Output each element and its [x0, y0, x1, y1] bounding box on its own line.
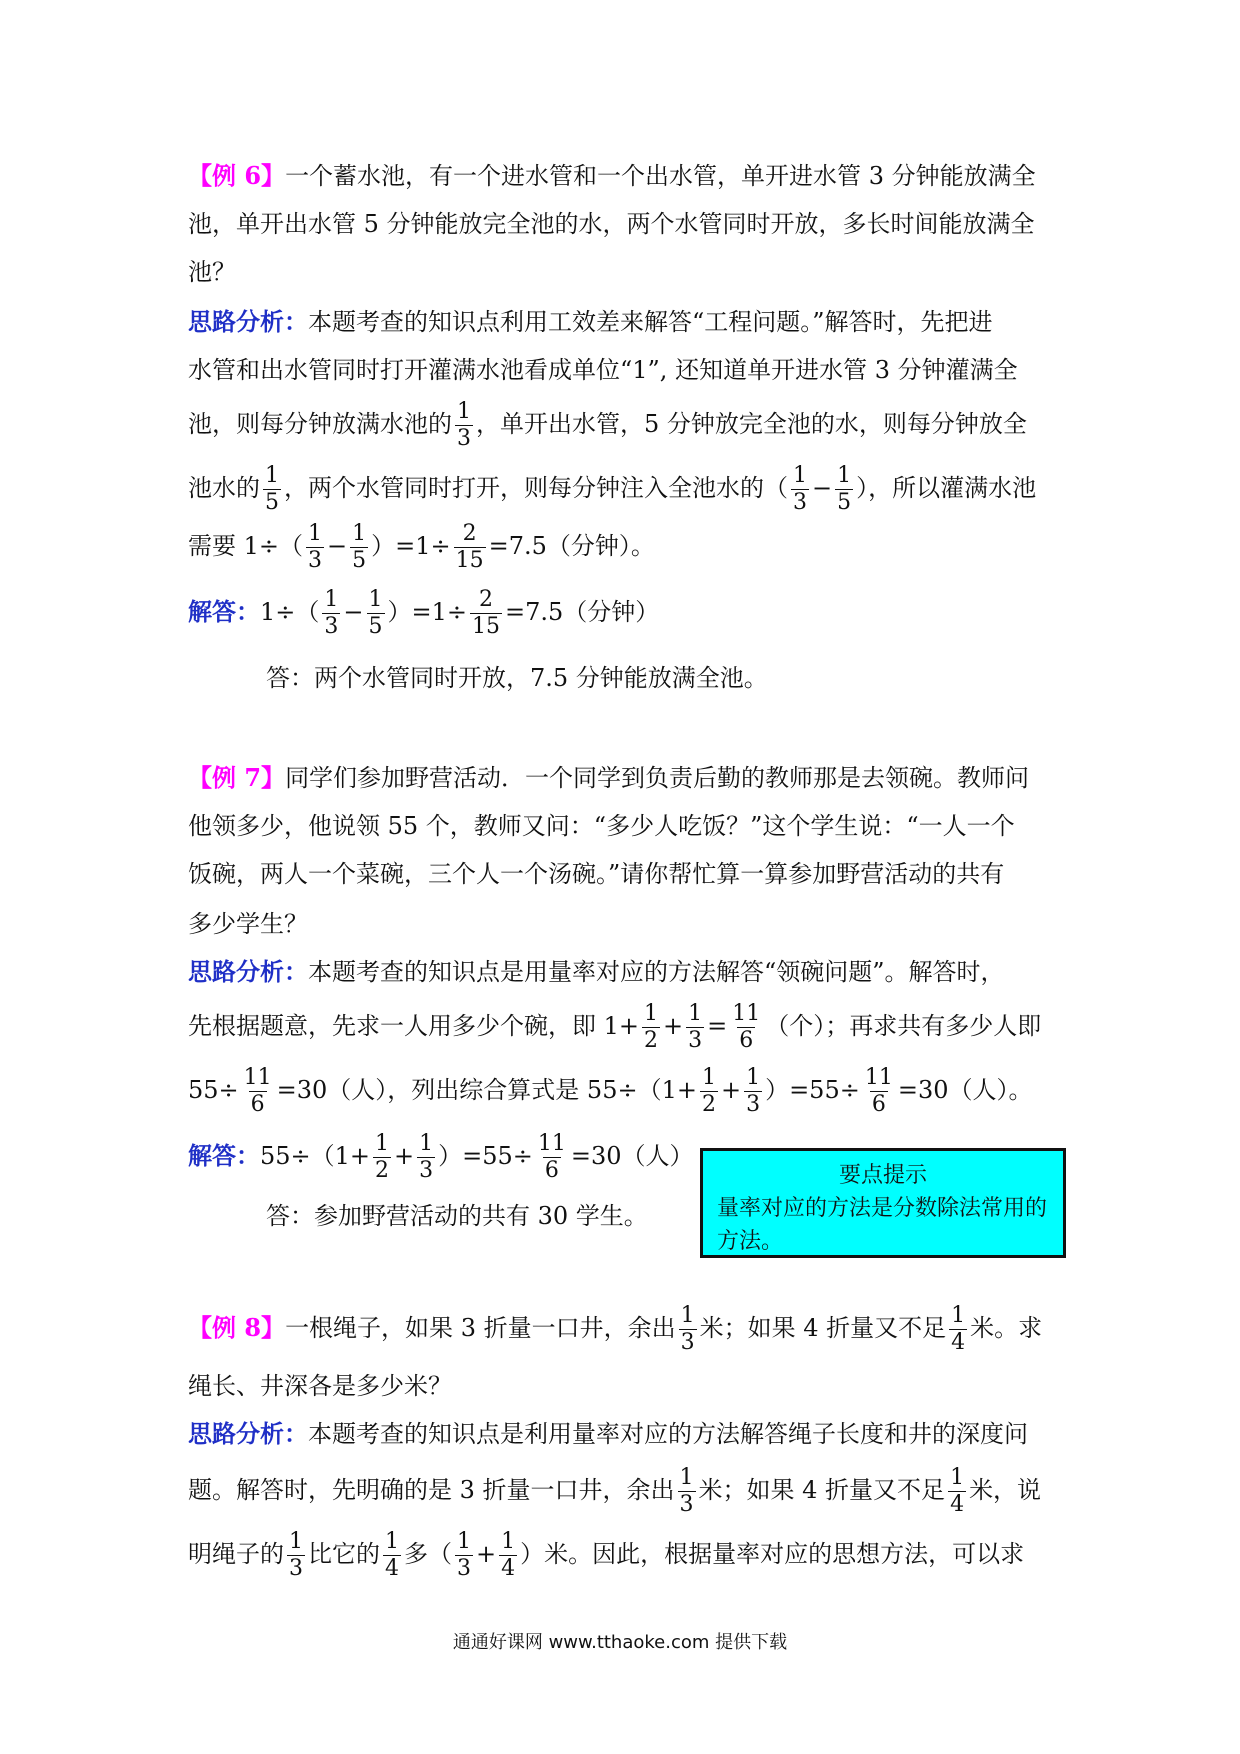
denominator: 3	[680, 1330, 695, 1355]
ex6-q2: 池，单开出水管 5 分钟能放完全池的水，两个水管同时开放，多长时间能放满全	[188, 210, 1035, 238]
numerator: 2	[479, 587, 493, 612]
fraction	[454, 523, 486, 572]
fraction	[678, 1467, 696, 1516]
numerator: 11	[243, 1065, 272, 1090]
numerator: 11	[732, 1001, 761, 1026]
fraction	[730, 1003, 762, 1052]
ex6-a5c: =7.5（分钟）。	[488, 532, 655, 560]
ex7-q2: 他领多少，他说领 55 个，教师又问：“多少人吃饭？”这个学生说：“一人一个	[188, 812, 1015, 840]
ex6-a2: 水管和出水管同时打开灌满水池看成单位“1”, 还知道单开进水管 3 分钟灌满全	[188, 356, 1018, 384]
ex6-a1: 本题考查的知识点利用工效差来解答“工程问题。”解答时，先把进	[308, 308, 993, 336]
denominator: 5	[352, 548, 367, 573]
ex8-q1a: 一根绳子，如果 3 折量一口井，余出	[285, 1314, 676, 1342]
numerator: 1	[308, 521, 323, 546]
ex8-question-line-1	[188, 1298, 1042, 1358]
numerator: 1	[680, 1303, 695, 1328]
ex8-analysis-label: 思路分析：	[188, 1419, 308, 1448]
numerator: 1	[289, 1529, 303, 1554]
tip-body-line-1: 量率对应的方法是分数除法常用的	[717, 1196, 1048, 1221]
ex7-a3d: =30（人）。	[897, 1076, 1033, 1104]
ex6-answer-label: 解答：	[188, 597, 260, 626]
denominator: 5	[837, 490, 852, 515]
fraction	[863, 1067, 895, 1116]
fraction	[679, 1305, 697, 1354]
numerator: 1	[644, 1001, 659, 1026]
ex8-analysis-line-1	[188, 1404, 1028, 1464]
numerator: 1	[701, 1065, 716, 1090]
ex7-q4: 多少学生？	[188, 910, 308, 938]
denominator: 6	[871, 1092, 886, 1117]
minus-sign: −	[812, 474, 833, 502]
numerator: 1	[324, 587, 339, 612]
ex7-s1c: =30（人）	[570, 1142, 694, 1170]
denominator: 3	[457, 1556, 471, 1581]
numerator: 11	[537, 1131, 566, 1156]
ex6-analysis-line-3	[188, 394, 1027, 454]
denominator: 4	[950, 1492, 965, 1517]
ex7-analysis-line-1	[188, 942, 1005, 1002]
ex7-analysis-line-3	[188, 1060, 1033, 1120]
plus-sign: +	[720, 1076, 742, 1104]
ex6-tag: 【例 6】	[188, 161, 286, 190]
numerator: 1	[265, 463, 279, 488]
denominator: 6	[739, 1028, 754, 1053]
ex6-s1a: 1÷（	[260, 598, 320, 626]
numerator: 11	[864, 1065, 893, 1090]
fraction	[287, 1531, 305, 1580]
ex7-a2a: 先根据题意，先求一人用多少个碗，即 1+	[188, 1012, 640, 1040]
denominator: 5	[265, 490, 279, 515]
fraction	[373, 1133, 391, 1182]
denominator: 2	[701, 1092, 716, 1117]
fraction	[455, 401, 473, 450]
ex6-q1: 一个蓄水池，有一个进水管和一个出水管，单开进水管 3 分钟能放满全	[285, 162, 1036, 190]
numerator: 1	[419, 1131, 434, 1156]
ex7-analysis-line-2	[188, 996, 1041, 1056]
ex6-q3: 池？	[188, 258, 236, 286]
fraction	[242, 1067, 274, 1116]
denominator: 6	[250, 1092, 265, 1117]
fraction	[350, 523, 368, 572]
fraction	[499, 1531, 517, 1580]
denominator: 3	[289, 1556, 303, 1581]
ex7-s2: 答：参加野营活动的共有 30 学生。	[266, 1202, 648, 1230]
tip-body-line-2: 方法。	[717, 1229, 784, 1254]
ex6-solution-line-2	[188, 648, 768, 708]
ex7-s1b: ）=55÷	[438, 1142, 533, 1170]
ex6-analysis-line-4	[188, 458, 1036, 518]
denominator: 4	[501, 1556, 516, 1581]
fraction	[263, 465, 281, 514]
denominator: 15	[472, 614, 500, 639]
fraction	[455, 1531, 473, 1580]
ex6-a4c: ），所以灌满水池	[856, 474, 1037, 502]
numerator: 1	[457, 399, 471, 424]
ex7-a3c: ）=55÷	[765, 1076, 860, 1104]
ex6-s1c: =7.5（分钟）	[505, 598, 660, 626]
numerator: 1	[501, 1529, 516, 1554]
fraction	[536, 1133, 568, 1182]
ex6-analysis-line-5	[188, 516, 655, 576]
fraction	[383, 1531, 401, 1580]
ex8-analysis-line-2	[188, 1460, 1041, 1520]
numerator: 1	[951, 1303, 966, 1328]
denominator: 3	[457, 426, 471, 451]
ex6-solution-line-1	[188, 582, 659, 642]
ex7-s1a: 55÷（1+	[260, 1142, 371, 1170]
ex8-a3a: 明绳子的	[188, 1540, 284, 1568]
minus-sign: −	[343, 598, 364, 626]
plus-sign: +	[476, 1540, 497, 1568]
denominator: 4	[951, 1330, 966, 1355]
ex7-tag: 【例 7】	[188, 763, 286, 792]
ex8-a3c: 多（	[404, 1540, 452, 1568]
numerator: 1	[688, 1001, 703, 1026]
numerator: 1	[375, 1131, 390, 1156]
ex7-a1: 本题考查的知识点是用量率对应的方法解答“领碗问题”。解答时，	[308, 958, 1005, 986]
ex6-analysis-label: 思路分析：	[188, 307, 308, 336]
fraction	[322, 589, 340, 638]
fraction	[835, 465, 853, 514]
ex7-solution-line-1	[188, 1126, 694, 1186]
denominator: 3	[324, 614, 339, 639]
fraction	[306, 523, 324, 572]
ex6-a3b: ，单开出水管，5 分钟放完全池的水，则每分钟放全	[476, 410, 1027, 438]
denominator: 3	[679, 1492, 694, 1517]
fraction	[642, 1003, 660, 1052]
ex7-solution-line-2	[188, 1186, 648, 1246]
ex8-tag: 【例 8】	[188, 1313, 286, 1342]
numerator: 1	[950, 1465, 965, 1490]
ex6-s2: 答：两个水管同时开放，7.5 分钟能放满全池。	[266, 664, 768, 692]
denominator: 5	[368, 614, 383, 639]
ex6-a5b: ）=1÷	[371, 532, 451, 560]
denominator: 4	[385, 1556, 399, 1581]
ex8-q2: 绳长、井深各是多少米？	[188, 1372, 452, 1400]
ex8-a3d: ）米。因此，根据量率对应的思想方法，可以求	[520, 1540, 1025, 1568]
fraction	[686, 1003, 704, 1052]
ex7-answer-label: 解答：	[188, 1141, 260, 1170]
ex8-analysis-line-3	[188, 1524, 1024, 1584]
denominator: 3	[419, 1158, 434, 1183]
ex7-a3b: =30（人），列出综合算式是 55÷（1+	[276, 1076, 697, 1104]
fraction	[367, 589, 385, 638]
ex7-a2c: （个）；再求共有多少人即	[765, 1012, 1042, 1040]
denominator: 6	[544, 1158, 559, 1183]
ex8-a2c: 米，说	[969, 1476, 1042, 1504]
fraction	[470, 589, 502, 638]
ex8-a2a: 题。解答时，先明确的是 3 折量一口井，余出	[188, 1476, 675, 1504]
denominator: 3	[308, 548, 323, 573]
numerator: 1	[679, 1465, 694, 1490]
ex6-question-line-2	[188, 194, 1035, 254]
fraction	[791, 465, 809, 514]
numerator: 1	[746, 1065, 761, 1090]
fraction	[417, 1133, 435, 1182]
fraction	[949, 1305, 967, 1354]
denominator: 2	[644, 1028, 659, 1053]
ex7-a2b: =	[707, 1012, 728, 1040]
page-footer: 通通好课网 www.tthaoke.com 提供下载	[452, 1632, 788, 1653]
ex7-analysis-label: 思路分析：	[188, 957, 308, 986]
numerator: 1	[457, 1529, 471, 1554]
denominator: 2	[375, 1158, 390, 1183]
numerator: 1	[793, 463, 807, 488]
ex7-question-line-3	[188, 844, 1004, 904]
ex7-q1: 同学们参加野营活动．一个同学到负责后勤的教师那是去领碗。教师问	[285, 764, 1030, 792]
ex6-a4b: ，两个水管同时打开，则每分钟注入全池水的（	[284, 474, 788, 502]
minus-sign: −	[327, 532, 348, 560]
denominator: 3	[688, 1028, 703, 1053]
numerator: 1	[368, 587, 383, 612]
plus-sign: +	[394, 1142, 415, 1170]
ex8-q1c: 米。求	[970, 1314, 1043, 1342]
numerator: 1	[837, 463, 852, 488]
fraction	[948, 1467, 966, 1516]
plus-sign: +	[663, 1012, 684, 1040]
denominator: 3	[793, 490, 807, 515]
ex6-a4a: 池水的	[188, 474, 260, 502]
ex7-a3a: 55÷	[188, 1076, 239, 1104]
fraction	[744, 1067, 762, 1116]
ex7-q3: 饭碗，两人一个菜碗，三个人一个汤碗。”请你帮忙算一算参加野营活动的共有	[188, 860, 1005, 888]
numerator: 1	[385, 1529, 399, 1554]
fraction	[700, 1067, 718, 1116]
tip-box	[700, 1148, 1066, 1258]
ex6-s1b: ）=1÷	[387, 598, 467, 626]
ex8-a3b: 比它的	[308, 1540, 380, 1568]
tip-title: 要点提示	[838, 1163, 927, 1188]
denominator: 15	[455, 548, 484, 573]
numerator: 2	[462, 521, 477, 546]
ex8-a2b: 米；如果 4 折量又不足	[698, 1476, 946, 1504]
ex6-a3a: 池，则每分钟放满水池的	[188, 410, 452, 438]
ex8-a1: 本题考查的知识点是利用量率对应的方法解答绳子长度和井的深度问	[308, 1420, 1028, 1448]
ex6-analysis-line-2	[188, 340, 1018, 400]
ex8-q1b: 米；如果 4 折量又不足	[699, 1314, 947, 1342]
ex6-a5a: 需要 1÷（	[188, 532, 304, 560]
numerator: 1	[352, 521, 367, 546]
denominator: 3	[746, 1092, 761, 1117]
